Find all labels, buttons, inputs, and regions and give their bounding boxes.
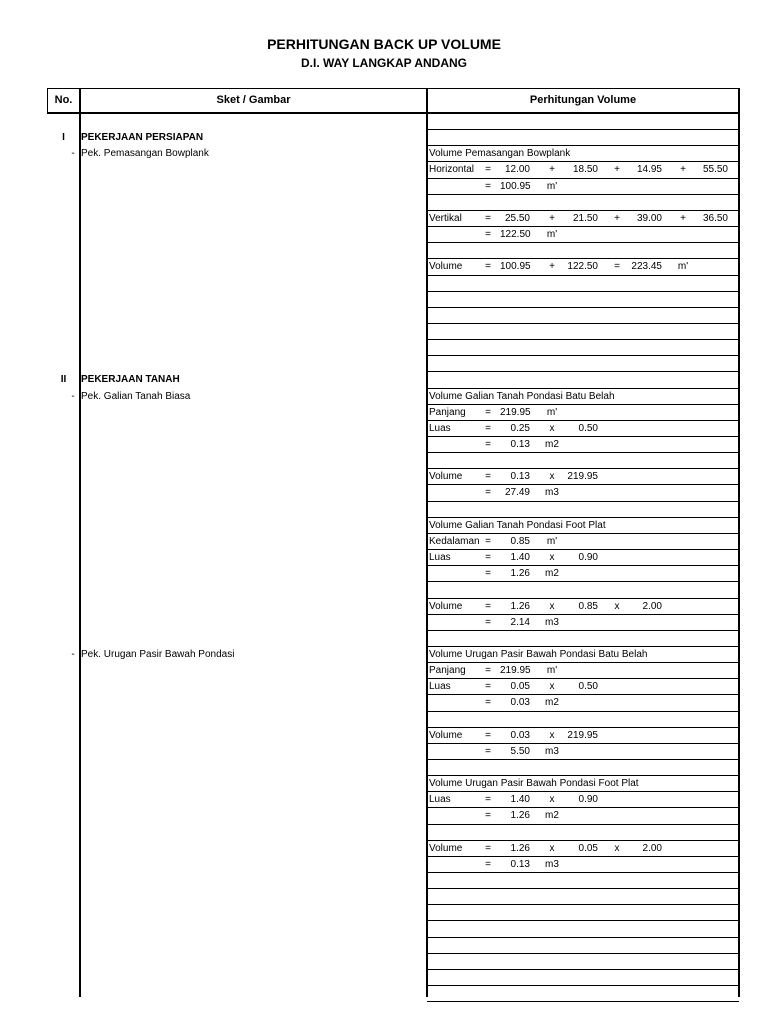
calc-value: x: [549, 601, 555, 612]
col-border-no: [79, 88, 81, 997]
calc-value: =: [485, 229, 491, 240]
calc-value: m2: [545, 810, 559, 821]
calc-value: x: [549, 423, 555, 434]
calc-label: Volume Pemasangan Bowplank: [429, 148, 571, 159]
document-subtitle: D.I. WAY LANGKAP ANDANG: [300, 56, 468, 70]
calc-value: 0.05: [578, 843, 598, 854]
calc-value: m': [546, 181, 558, 192]
row-line: [427, 501, 739, 502]
row-line: [427, 549, 739, 550]
calc-value: =: [485, 617, 491, 628]
row-line: [427, 646, 739, 647]
calc-label: Volume: [429, 471, 463, 482]
calc-value: x: [549, 681, 555, 692]
item-number: -: [71, 649, 75, 660]
calc-value: m2: [545, 697, 559, 708]
calc-value: =: [485, 213, 491, 224]
row-line: [427, 178, 739, 179]
item-number: -: [71, 391, 75, 402]
row-line: [427, 323, 739, 324]
calc-value: =: [485, 423, 491, 434]
calc-value: 55.50: [702, 164, 728, 175]
calc-value: 1.26: [510, 601, 530, 612]
row-line: [427, 210, 739, 211]
calc-value: 0.13: [510, 471, 530, 482]
calc-value: =: [485, 843, 491, 854]
row-line: [427, 145, 739, 146]
calc-label: Luas: [429, 423, 451, 434]
row-line: [427, 953, 739, 954]
section-heading: PEKERJAAN PERSIAPAN: [81, 132, 204, 143]
header-calc: Perhitungan Volume: [529, 94, 637, 106]
calc-value: m2: [545, 439, 559, 450]
calc-value: 39.00: [636, 213, 662, 224]
row-line: [427, 517, 739, 518]
calc-value: 2.00: [642, 843, 662, 854]
calc-value: m3: [545, 746, 559, 757]
row-line: [427, 533, 739, 534]
calc-value: m3: [545, 617, 559, 628]
calc-value: =: [485, 697, 491, 708]
calc-label: Volume Galian Tanah Pondasi Batu Belah: [429, 391, 615, 402]
row-line: [427, 161, 739, 162]
calc-value: 0.05: [510, 681, 530, 692]
col-border-sketch: [426, 88, 428, 997]
work-item-label: Pek. Urugan Pasir Bawah Pondasi: [81, 649, 235, 660]
calc-value: +: [614, 164, 620, 175]
row-line: [427, 904, 739, 905]
row-line: [427, 775, 739, 776]
work-item-label: Pek. Pemasangan Bowplank: [81, 148, 209, 159]
calc-label: Volume Galian Tanah Pondasi Foot Plat: [429, 520, 606, 531]
calc-value: 219.95: [500, 407, 531, 418]
row-line: [427, 888, 739, 889]
row-line: [427, 275, 739, 276]
calc-label: Volume: [429, 843, 463, 854]
row-line: [427, 614, 739, 615]
calc-value: =: [485, 181, 491, 192]
calc-value: 2.00: [642, 601, 662, 612]
row-line: [427, 598, 739, 599]
row-line: [427, 727, 739, 728]
calc-label: Luas: [429, 681, 451, 692]
header-bottom-border: [47, 112, 739, 114]
row-line: [427, 452, 739, 453]
calc-value: 223.45: [631, 261, 662, 272]
calc-value: m2: [545, 568, 559, 579]
calc-value: 12.00: [504, 164, 530, 175]
calc-value: =: [485, 730, 491, 741]
calc-value: 18.50: [572, 164, 598, 175]
calc-value: 1.40: [510, 552, 530, 563]
row-line: [427, 194, 739, 195]
col-border-right: [738, 88, 740, 997]
row-line: [427, 307, 739, 308]
calc-value: m3: [545, 859, 559, 870]
row-line: [427, 630, 739, 631]
calc-value: =: [485, 536, 491, 547]
calc-value: 0.85: [578, 601, 598, 612]
section-heading: PEKERJAAN TANAH: [81, 374, 180, 385]
calc-value: =: [485, 810, 491, 821]
calc-value: =: [485, 487, 491, 498]
row-line: [427, 129, 739, 130]
calc-value: 27.49: [504, 487, 530, 498]
calc-value: 0.03: [510, 697, 530, 708]
calc-value: 0.13: [510, 439, 530, 450]
calc-value: x: [614, 843, 620, 854]
calc-value: =: [485, 407, 491, 418]
calc-value: =: [485, 601, 491, 612]
calc-label: Panjang: [429, 665, 466, 676]
calc-value: 0.90: [578, 552, 598, 563]
calc-value: =: [485, 794, 491, 805]
row-line: [427, 969, 739, 970]
row-line: [427, 355, 739, 356]
row-line: [427, 404, 739, 405]
calc-value: +: [549, 213, 555, 224]
calc-value: 1.26: [510, 843, 530, 854]
calc-value: 36.50: [702, 213, 728, 224]
calc-value: m': [677, 261, 689, 272]
calc-value: 0.85: [510, 536, 530, 547]
row-line: [427, 711, 739, 712]
calc-label: Luas: [429, 552, 451, 563]
calc-value: m': [546, 536, 558, 547]
calc-value: 0.90: [578, 794, 598, 805]
calc-value: 2.14: [510, 617, 530, 628]
calc-value: =: [485, 471, 491, 482]
row-line: [427, 436, 739, 437]
calc-value: 0.50: [578, 681, 598, 692]
item-number: II: [60, 374, 67, 385]
calc-value: x: [549, 552, 555, 563]
calc-value: 0.50: [578, 423, 598, 434]
calc-value: =: [485, 681, 491, 692]
calc-value: +: [614, 213, 620, 224]
row-line: [427, 1001, 739, 1002]
calc-value: =: [485, 164, 491, 175]
calc-value: x: [549, 794, 555, 805]
row-line: [427, 291, 739, 292]
row-line: [427, 937, 739, 938]
row-line: [427, 920, 739, 921]
calc-label: Horizontal: [429, 164, 475, 175]
header-no: No.: [54, 94, 73, 106]
row-line: [427, 258, 739, 259]
calc-value: 100.95: [500, 181, 531, 192]
row-line: [427, 484, 739, 485]
calc-value: x: [549, 730, 555, 741]
calc-value: m': [546, 665, 558, 676]
calc-value: 219.95: [567, 471, 598, 482]
calc-value: m3: [545, 487, 559, 498]
row-line: [427, 824, 739, 825]
calc-value: +: [680, 164, 686, 175]
calc-value: =: [485, 261, 491, 272]
calc-value: =: [485, 439, 491, 450]
row-line: [427, 807, 739, 808]
calc-value: 1.40: [510, 794, 530, 805]
calc-value: 21.50: [572, 213, 598, 224]
calc-value: =: [485, 568, 491, 579]
row-line: [427, 371, 739, 372]
calc-value: 5.50: [510, 746, 530, 757]
calc-value: 0.25: [510, 423, 530, 434]
calc-label: Volume Urugan Pasir Bawah Pondasi Batu Belah: [429, 649, 648, 660]
calc-value: 122.50: [567, 261, 598, 272]
row-line: [427, 388, 739, 389]
calc-value: =: [614, 261, 620, 272]
calc-value: 122.50: [500, 229, 531, 240]
calc-value: +: [680, 213, 686, 224]
calc-value: 219.95: [500, 665, 531, 676]
calc-label: Volume: [429, 730, 463, 741]
row-line: [427, 339, 739, 340]
calc-value: x: [549, 843, 555, 854]
calc-value: 0.13: [510, 859, 530, 870]
calc-label: Luas: [429, 794, 451, 805]
calc-value: 25.50: [504, 213, 530, 224]
work-item-label: Pek. Galian Tanah Biasa: [81, 391, 191, 402]
item-number: I: [62, 132, 65, 143]
row-line: [427, 226, 739, 227]
calc-value: 14.95: [636, 164, 662, 175]
row-line: [427, 242, 739, 243]
row-line: [427, 694, 739, 695]
calc-value: m': [546, 229, 558, 240]
calc-value: m': [546, 407, 558, 418]
calc-value: 219.95: [567, 730, 598, 741]
row-line: [427, 565, 739, 566]
calc-value: x: [614, 601, 620, 612]
header-sketch: Sket / Gambar: [216, 94, 291, 106]
calc-value: x: [549, 471, 555, 482]
calc-value: =: [485, 552, 491, 563]
calc-label: Volume: [429, 261, 463, 272]
item-number: -: [71, 148, 75, 159]
row-line: [427, 678, 739, 679]
calc-label: Volume: [429, 601, 463, 612]
calc-value: =: [485, 746, 491, 757]
row-line: [427, 985, 739, 986]
row-line: [427, 840, 739, 841]
row-line: [427, 420, 739, 421]
calc-value: 100.95: [500, 261, 531, 272]
calc-label: Volume Urugan Pasir Bawah Pondasi Foot Plat: [429, 778, 639, 789]
calc-label: Kedalaman: [429, 536, 480, 547]
calc-value: =: [485, 859, 491, 870]
calc-value: 1.26: [510, 810, 530, 821]
calc-value: +: [549, 164, 555, 175]
row-line: [427, 759, 739, 760]
calc-value: +: [549, 261, 555, 272]
row-line: [427, 791, 739, 792]
row-line: [427, 662, 739, 663]
calc-label: Panjang: [429, 407, 466, 418]
calc-value: 0.03: [510, 730, 530, 741]
row-line: [427, 856, 739, 857]
row-line: [427, 581, 739, 582]
document-title: PERHITUNGAN BACK UP VOLUME: [267, 36, 501, 52]
row-line: [427, 468, 739, 469]
row-line: [427, 743, 739, 744]
calc-value: =: [485, 665, 491, 676]
calc-value: 1.26: [510, 568, 530, 579]
calc-label: Vertikal: [429, 213, 462, 224]
row-line: [427, 872, 739, 873]
